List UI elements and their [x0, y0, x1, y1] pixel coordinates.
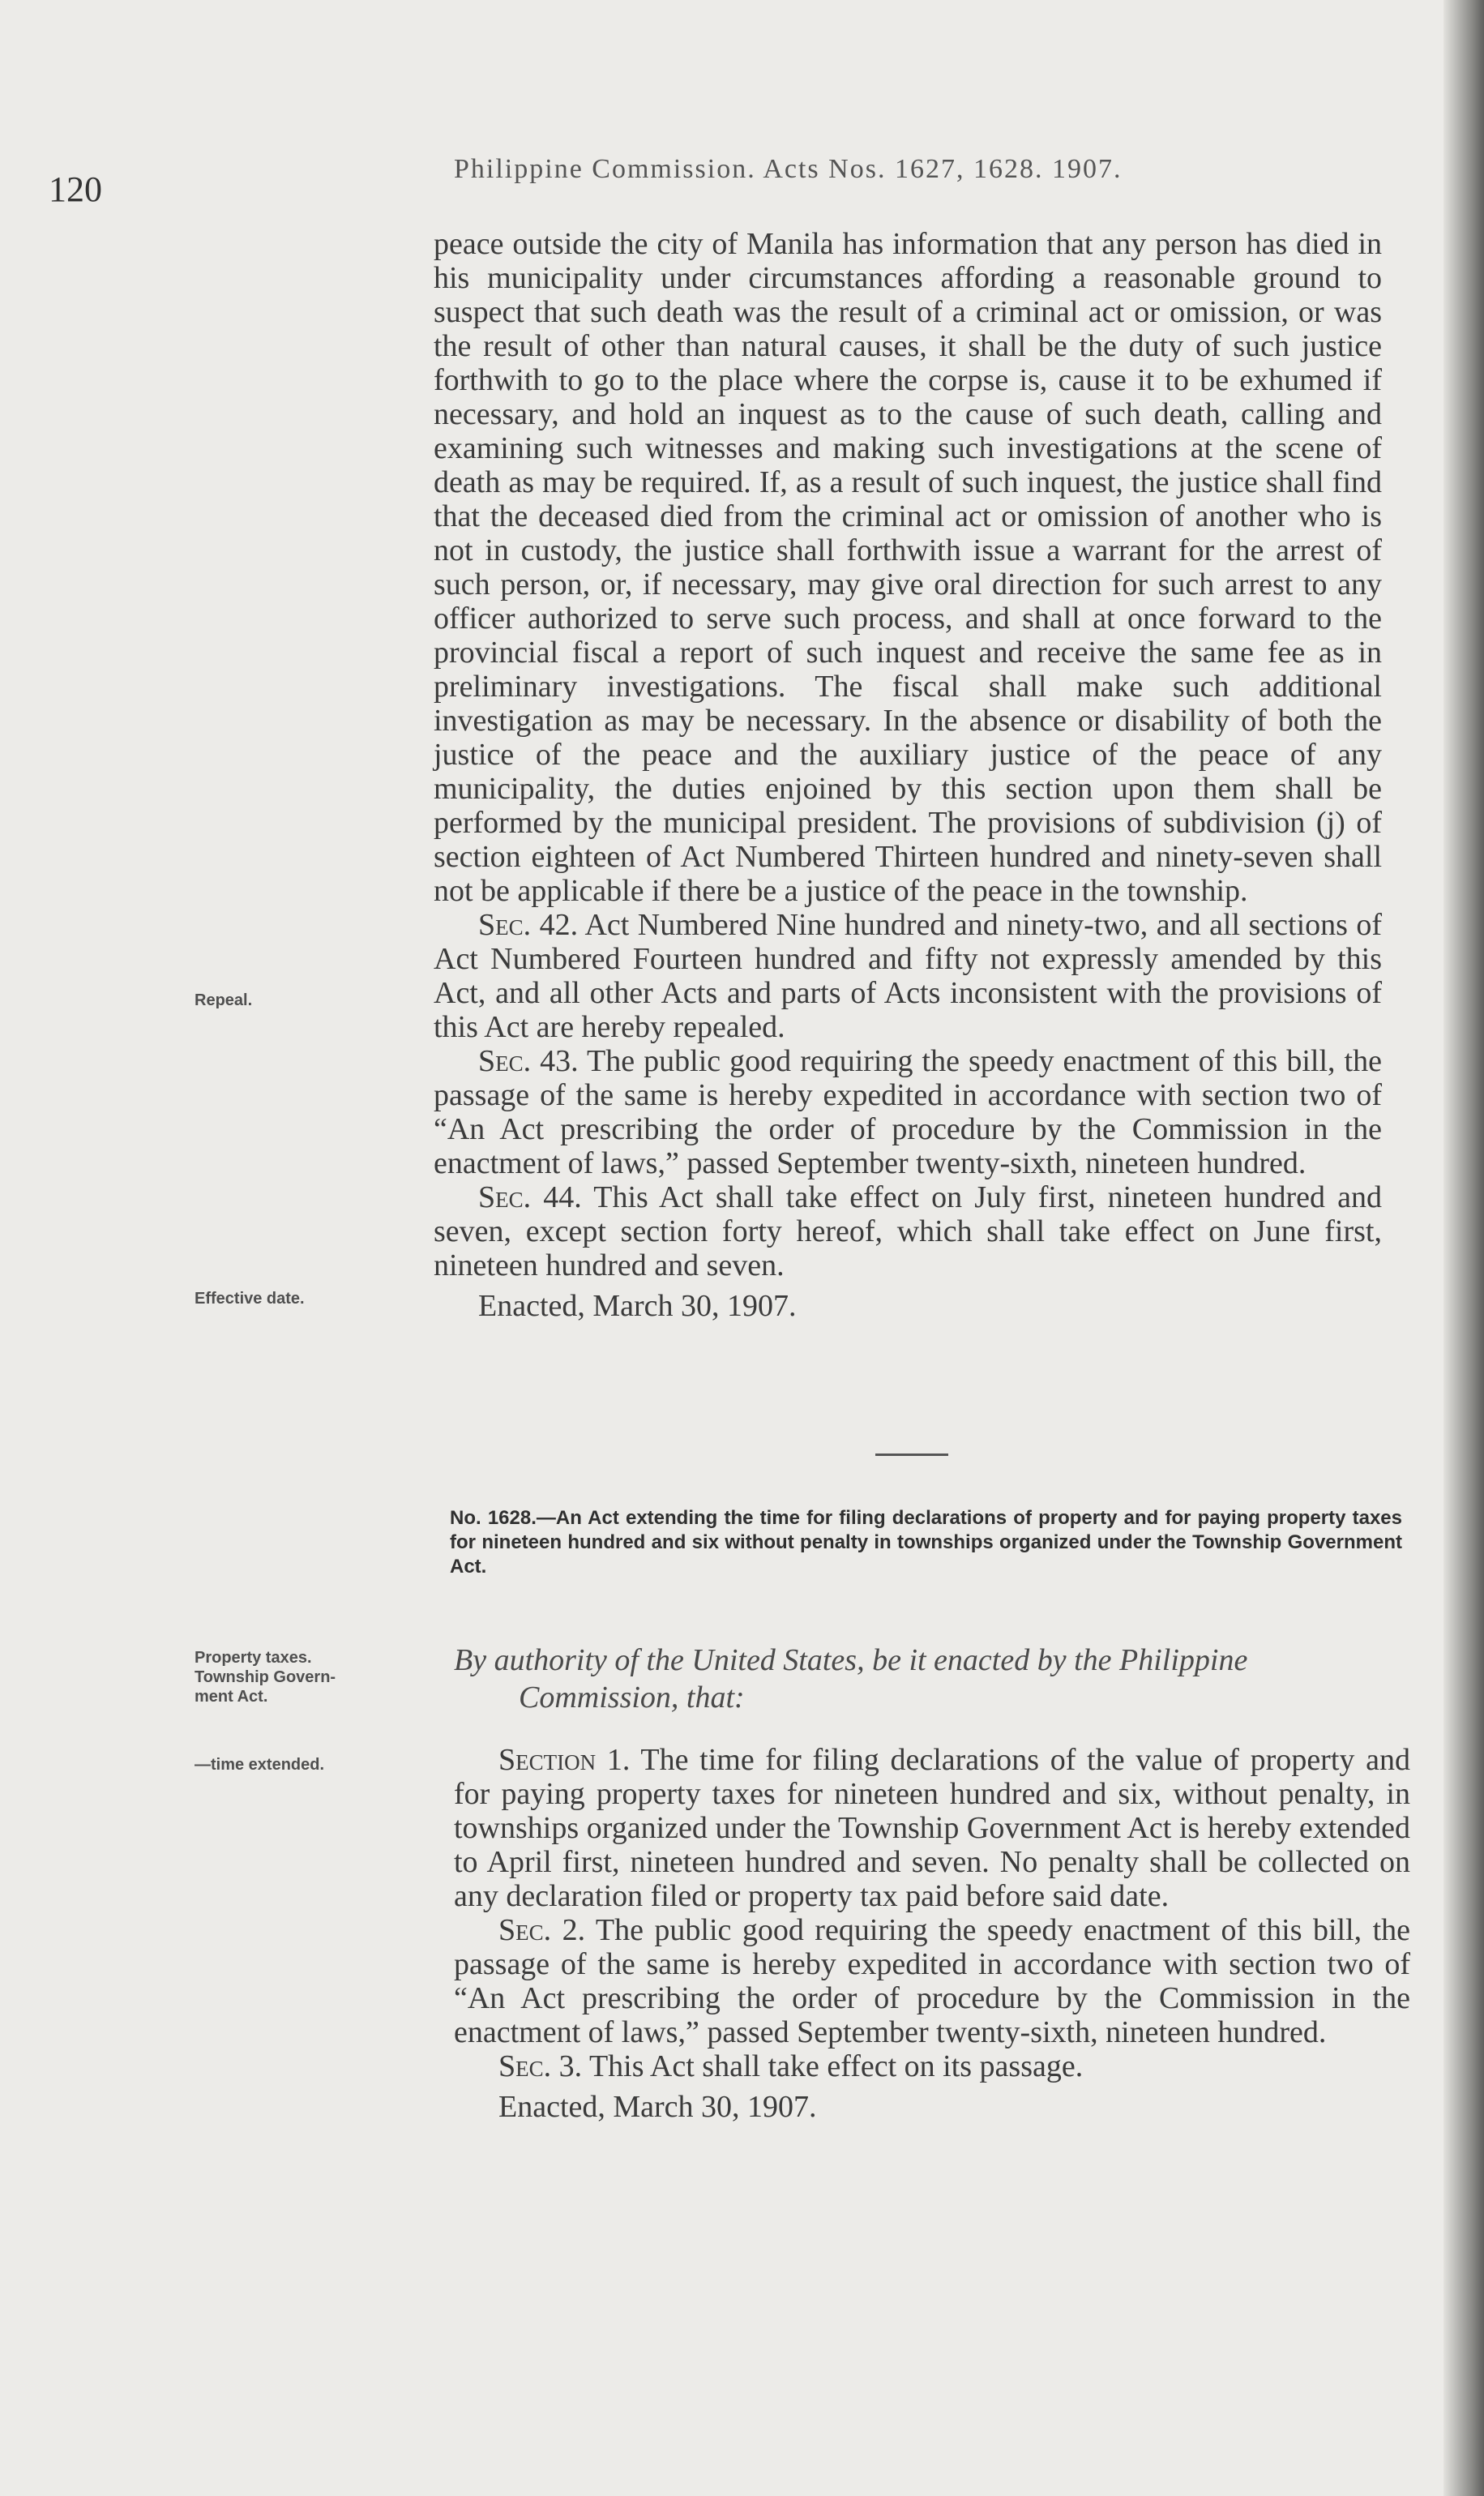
act-1628-heading: No. 1628.—An Act extending the time for filing declarations of property and for paying property taxes for nineteen hundred and six without penalty in townships organized under the Township Government Act. [450, 1507, 1402, 1578]
running-head: Philippine Commission. Acts Nos. 1627, 1628. 1907. [454, 154, 1123, 184]
section-3-text: This Act shall take effect on its passage. [588, 2049, 1084, 2083]
act-1628-body [454, 1743, 1410, 2124]
section-44-text: This Act shall take effect on July first, nineteen hundred and seven, except section forty hereof, which shall take effect on June first, nineteen hundred and seven. [434, 1180, 1382, 1282]
margin-note-repeal: Repeal. [195, 991, 253, 1009]
page-number: 120 [49, 169, 102, 209]
enacted-line-1627: Enacted, March 30, 1907. [478, 1289, 797, 1323]
section-44 [434, 1180, 1382, 1282]
margin-note-property-taxes-line-3: ment Act. [195, 1688, 268, 1706]
section-42-text: Act Numbered Nine hundred and ninety-two, and all sections of Act Numbered Fourteen hundred and fifty not expressly amended by this Act, and all other Acts and parts of Acts inconsistent with the provisions of this Act are hereby repealed. [434, 908, 1383, 1044]
enacting-clause-line-2: Commission, that: [519, 1680, 745, 1715]
section-44-label: Sec. 44. [478, 1180, 582, 1214]
section-2 [454, 1913, 1410, 2049]
section-42 [434, 908, 1382, 1044]
enacting-clause-line-1: By authority of the United States, be it enacted by the Philippine [454, 1643, 1248, 1677]
section-43-label: Sec. 43. [478, 1044, 579, 1078]
section-1 [454, 1743, 1410, 1913]
section-2-text: The public good requiring the speedy enactment of this bill, the passage of the same is hereby expedited in accordance with section two of “An Act prescribing the order of procedure by the Commission in the enactment of laws,” passed September twenty-sixth, nineteen hundred. [454, 1913, 1410, 2049]
margin-note-property-taxes-line-2: Township Govern- [195, 1668, 336, 1686]
margin-note-effective-date: Effective date. [195, 1290, 305, 1308]
margin-note-property-taxes-line-1: Property taxes. [195, 1649, 312, 1667]
act-1627-continuation: peace outside the city of Manila has information that any person has died in his municipality under circumstances affording a reasonable ground to suspect that such death was the result of a criminal act or omission, or was the result of other than natural causes, it shall be the duty of such justice forthwith to go to the place where the corpse is, cause it to be exhumed if necessary, and hold an inquest as to the cause of such death, calling and examining such witnesses and making such investigations at the scene of death as may be required. If, as a result of such inquest, the justice shall find that the deceased died from the criminal act or omission of another who is not in custody, the justice shall forthwith issue a warrant for the arrest of such person, or, if necessary, may give oral direction for such arrest to any officer authorized to serve such process, and shall at once forward to the provincial fiscal a report of such inquest and receive the same fee as in preliminary investigations. The fiscal shall make such additional investigation as may be necessary. In the absence or disability of both the justice of the peace and the auxiliary justice of the peace of any municipality, the duties enjoined by this section upon them shall be performed by the municipal president. The provisions of subdivision (j) of section eighteen of Act Numbered Thirteen hundred and ninety-seven shall not be applicable if there be a justice of the peace in the township. [434, 227, 1382, 908]
act-1627-body [434, 227, 1382, 1323]
section-3-label: Sec. 3. [498, 2049, 583, 2083]
enacted-line-1628: Enacted, March 30, 1907. [498, 2090, 817, 2124]
section-42-label: Sec. 42. [478, 908, 579, 942]
section-1-label: Section 1. [498, 1743, 631, 1777]
section-3 [454, 2049, 1410, 2083]
page-edge [1443, 0, 1484, 2496]
enacting-clause [454, 1642, 1394, 1716]
section-1-text: The time for filing declarations of the value of property and for paying property taxes for nineteen hundred and six, without penalty, in townships organized under the Township Government Act is hereby extended to April first, nineteen hundred and seven. No penalty shall be collected on any declaration filed or property tax paid before said date. [454, 1743, 1410, 1913]
section-2-label: Sec. 2. [498, 1913, 586, 1947]
margin-note-property-taxes [195, 1648, 336, 1706]
margin-note-time-extended: —time extended. [195, 1756, 325, 1774]
section-43 [434, 1044, 1382, 1180]
section-43-text: The public good requiring the speedy enactment of this bill, the passage of the same is hereby expedited in accordance with section two of “An Act prescribing the order of procedure by the Commission in the enactment of laws,” passed September twenty-sixth, nineteen hundred. [434, 1044, 1382, 1180]
section-divider [875, 1454, 948, 1456]
